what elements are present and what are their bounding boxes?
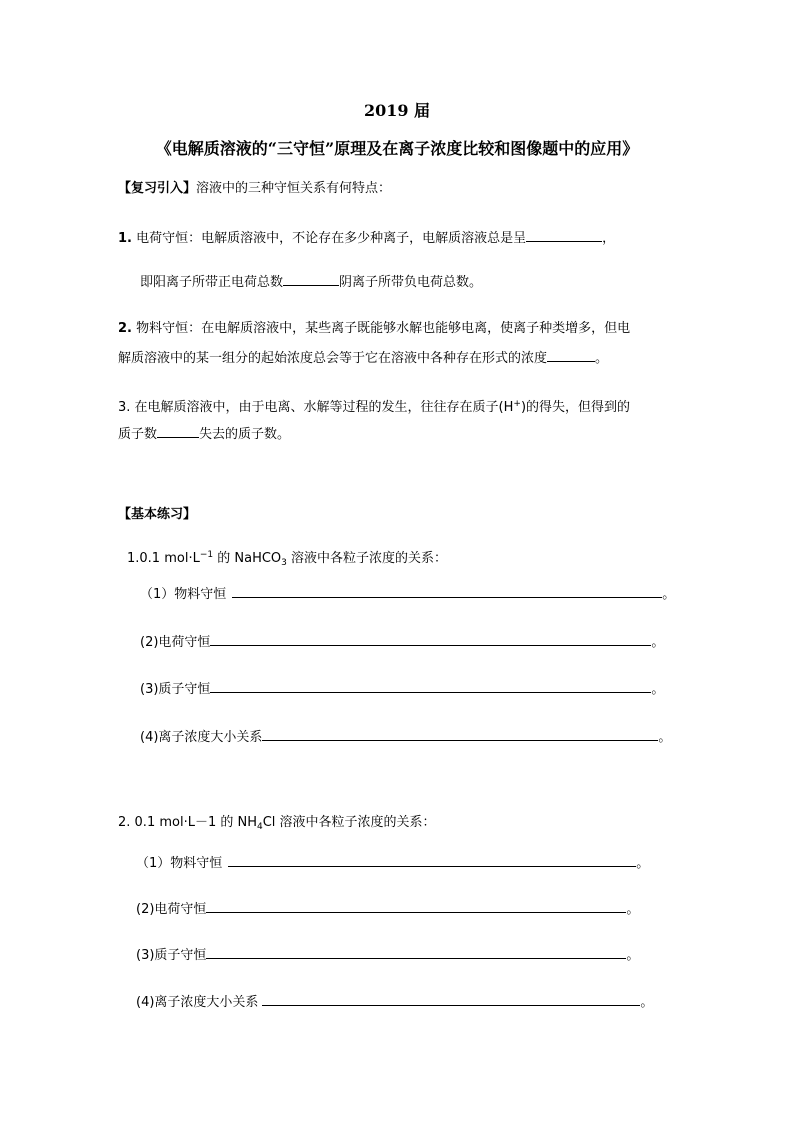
- q2-subscript: 4: [256, 822, 263, 832]
- item2-line2-text: 解质溶液中的某一组分的起始浓度总会等于它在溶液中各种存在形式的浓度: [118, 351, 548, 366]
- item1-text: 电荷守恒：电解质溶液中，不论存在多少种离子，电解质溶液总是呈: [131, 231, 527, 246]
- item1-line1: [118, 227, 615, 248]
- item3-blank[interactable]: [157, 423, 199, 438]
- item3-text-b: )的得失，但得到的: [520, 400, 631, 415]
- q1-item-4-end: 。: [658, 730, 672, 745]
- q1-prefix: 1.0.1 mol·L: [127, 551, 200, 566]
- q2-suffix: Cl 溶液中各粒子浓度的关系：: [262, 815, 436, 830]
- q2-item-4-end: 。: [640, 995, 654, 1010]
- q2-prefix: 2. 0.1 mol·L－1 的 NH: [118, 815, 257, 830]
- q2-item-1-blank[interactable]: [228, 852, 636, 867]
- item1-blank1[interactable]: [526, 227, 602, 242]
- review-heading: 【复习引入】: [118, 181, 197, 196]
- q2-item-4-blank[interactable]: [262, 991, 640, 1006]
- item1-end: ，: [602, 231, 616, 246]
- item2-text: 物料守恒：在电解质溶液中，某些离子既能够水解也能够电离，使离子种类增多，但电: [131, 321, 631, 336]
- q2-item-2: [136, 898, 639, 919]
- document-year: 2019 届: [363, 101, 431, 120]
- item1-blank2[interactable]: [283, 271, 339, 286]
- item2-line2: [118, 347, 608, 368]
- q2-item-3: [136, 944, 639, 965]
- item2-number: 2.: [118, 321, 132, 336]
- item3-line1: [118, 395, 630, 417]
- item1-line2: [140, 271, 482, 292]
- item1-line2-text-b: 阴离子所带负电荷总数。: [339, 275, 483, 290]
- q1-mid: 的 NaHCO: [213, 551, 282, 566]
- q1-item-3-label: (3)质子守恒: [140, 682, 211, 697]
- item3-line2-text-b: 失去的质子数。: [199, 427, 291, 442]
- q1-item-2-label: (2)电荷守恒: [140, 635, 211, 650]
- q1-item-3-blank[interactable]: [210, 678, 651, 693]
- item3-superscript: +: [513, 399, 521, 409]
- q2-prompt: [118, 814, 436, 836]
- q1-item-1-label: （1）物料守恒: [140, 587, 227, 602]
- q1-item-1-blank[interactable]: [232, 583, 662, 598]
- q2-item-1: [136, 852, 649, 873]
- q1-prompt: [127, 546, 447, 572]
- q2-item-3-end: 。: [626, 948, 640, 963]
- q1-item-4: [140, 726, 671, 747]
- q1-subscript: 3: [281, 558, 287, 568]
- q1-suffix: 溶液中各粒子浓度的关系：: [286, 551, 448, 566]
- item2-line1: [118, 320, 630, 338]
- item3-text: 3. 在电解质溶液中，由于电离、水解等过程的发生，往往存在质子(H: [118, 400, 514, 415]
- review-intro: 溶液中的三种守恒关系有何特点：: [196, 181, 392, 196]
- q2-item-4-label: (4)离子浓度大小关系: [136, 995, 259, 1010]
- item3-line2-text-a: 质子数: [118, 427, 158, 442]
- q2-item-2-blank[interactable]: [206, 898, 626, 913]
- q1-item-1-end: 。: [662, 587, 676, 602]
- q2-item-1-label: （1）物料守恒: [136, 856, 223, 871]
- q1-item-2-blank[interactable]: [210, 631, 651, 646]
- q2-item-3-blank[interactable]: [206, 944, 626, 959]
- document-title: 《电解质溶液的“三守恒”原理及在离子浓度比较和图像题中的应用》: [155, 139, 639, 158]
- q1-item-2: [140, 631, 664, 652]
- item1-number: 1.: [118, 231, 132, 246]
- q2-item-4: [136, 991, 653, 1012]
- q1-item-4-blank[interactable]: [262, 726, 658, 741]
- q1-item-1: [140, 583, 675, 604]
- q1-item-3: [140, 678, 664, 699]
- q1-item-3-end: 。: [651, 682, 665, 697]
- practice-heading: 【基本练习】: [118, 507, 197, 522]
- q1-item-2-end: 。: [651, 635, 665, 650]
- item3-line2: [118, 423, 290, 444]
- q2-item-2-end: 。: [626, 902, 640, 917]
- q1-item-4-label: (4)离子浓度大小关系: [140, 730, 263, 745]
- item2-end: 。: [595, 351, 609, 366]
- q2-item-1-end: 。: [636, 856, 650, 871]
- item2-blank[interactable]: [547, 347, 595, 362]
- review-line: [118, 180, 391, 198]
- q1-superscript: −1: [199, 550, 214, 560]
- q2-item-2-label: (2)电荷守恒: [136, 902, 207, 917]
- q2-item-3-label: (3)质子守恒: [136, 948, 207, 963]
- item1-line2-text-a: 即阳离子所带正电荷总数: [140, 275, 284, 290]
